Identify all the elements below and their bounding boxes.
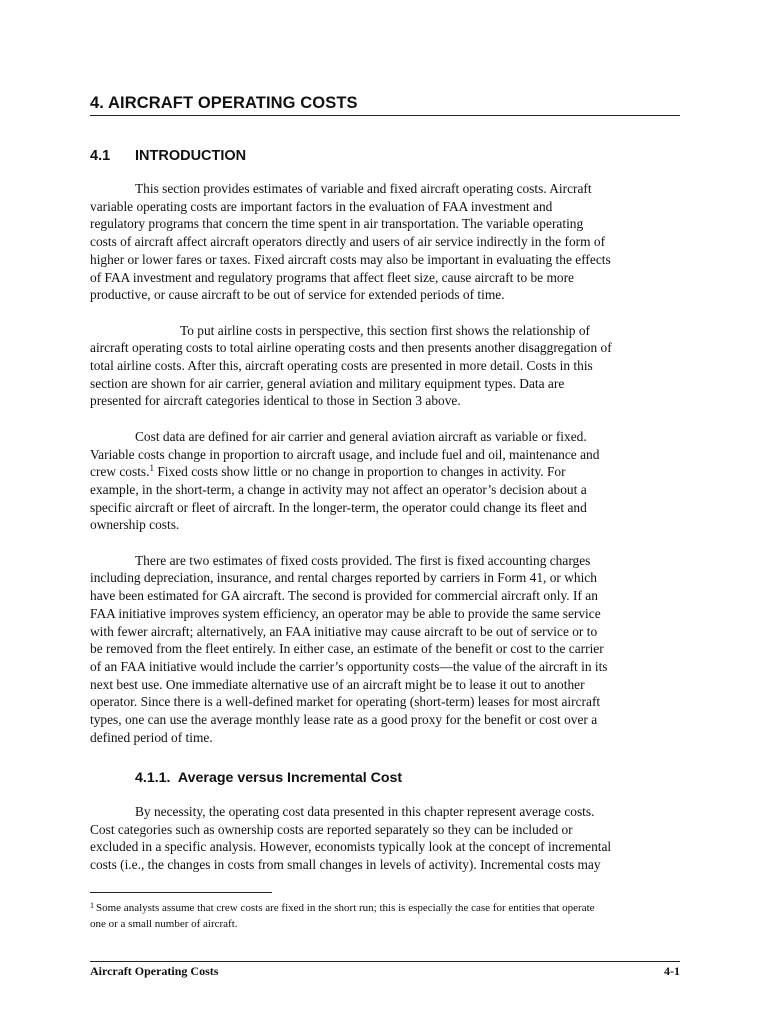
text-line: By necessity, the operating cost data presented in this chapter represent average costs. (135, 804, 595, 819)
page-number: 4-1 (664, 964, 680, 978)
text-line: defined period of time. (90, 729, 213, 745)
text-line: specific aircraft or fleet of aircraft. In the longer-term, the operator could change its fleet and (90, 499, 587, 515)
footer-title: Aircraft Operating Costs (90, 964, 219, 978)
introduction-body (90, 180, 680, 764)
text-line: have been estimated for GA aircraft. The second is provided for commercial aircraft only. If an (90, 588, 598, 604)
document-page (90, 0, 680, 1024)
text-line: variable operating costs are important factors in the evaluation of FAA investment and (90, 198, 553, 214)
text-line: Cost data are defined for air carrier and general aviation aircraft as variable or fixed. (135, 428, 587, 444)
footnote-marker: 1 (90, 901, 94, 910)
subsection-title: Average versus Incremental Cost (177, 770, 403, 786)
paragraph-2 (90, 322, 680, 411)
text-line: presented for aircraft categories identical to those in Section 3 above. (90, 393, 461, 409)
text-line: productive, or cause aircraft to be out of service for extended periods of time. (90, 287, 505, 303)
text-line: section are shown for air carrier, general aviation and military equipment types. Data are (90, 375, 565, 391)
section-heading (90, 146, 246, 166)
text-line: types, one can use the average monthly lease rate as a good proxy for the benefit or cost over a (90, 712, 598, 728)
text-line: of an FAA initiative would include the carrier’s opportunity costs—the value of the aircraft in its (90, 658, 608, 674)
text-line: including depreciation, insurance, and rental charges reported by carriers in Form 41, or which (90, 570, 597, 586)
text-segment: crew costs. (90, 464, 150, 480)
text-line: regulatory programs that concern the time spent in air transportation. The variable operating (90, 216, 584, 232)
paragraph-4 (90, 552, 680, 747)
text-line: This section provides estimates of variable and fixed aircraft operating costs. Aircraft (135, 181, 592, 196)
text-segment: Fixed costs show little or no change in proportion to changes in activity. For (157, 464, 566, 480)
text-line: costs (i.e., the changes in costs from small changes in levels of activity). Incremental costs may (90, 857, 601, 873)
text-line: excluded in a specific analysis. However, economists typically look at the concept of incremental (90, 839, 612, 855)
text-line: ownership costs. (90, 517, 180, 533)
footnote (90, 900, 680, 932)
text-line: FAA initiative improves system efficiency, an operator may be able to provide the same service (90, 605, 601, 621)
subsection-number: 4.1.1. (135, 770, 171, 786)
text-line: example, in the short-term, a change in activity may not affect an operator’s decision about a (90, 481, 587, 497)
paragraph-1 (90, 180, 680, 304)
text-line: higher or lower fares or taxes. Fixed aircraft costs may also be important in evaluating the effects (90, 251, 611, 267)
text-line: with fewer aircraft; alternatively, an FAA initiative may cause aircraft to be out of service or to (90, 623, 598, 639)
footnote-line: one or a small number of aircraft. (90, 918, 238, 930)
subsection-heading (135, 768, 402, 788)
text-line: To put airline costs in perspective, this section first shows the relationship of (180, 322, 591, 338)
footnote-line (90, 900, 680, 916)
subsection-body (90, 803, 680, 892)
section-number: 4.1 (90, 148, 111, 164)
text-line-with-footnote (90, 463, 680, 481)
text-line: of FAA investment and regulatory programs that affect fleet size, cause aircraft to be more (90, 269, 574, 285)
footnote-text: Some analysts assume that crew costs are fixed in the short run; this is especially the case for entities that operate (96, 902, 595, 914)
footer-separator (90, 961, 680, 962)
section-title: INTRODUCTION (135, 148, 247, 164)
text-line: next best use. One immediate alternative use of an aircraft might be to lease it out to another (90, 676, 585, 692)
footnote-reference[interactable]: 1 (149, 463, 154, 474)
text-line: operator. Since there is a well-defined market for operating (short-term) leases for most aircraft (90, 694, 601, 710)
chapter-title: 4. AIRCRAFT OPERATING COSTS (90, 92, 680, 116)
paragraph-5 (90, 803, 680, 874)
text-line: Cost categories such as ownership costs are reported separately so they can be included or (90, 821, 573, 837)
footnote-separator (90, 892, 272, 893)
text-line: aircraft operating costs to total airline operating costs and then presents another disaggregation of (90, 340, 612, 356)
text-line: Variable costs change in proportion to aircraft usage, and include fuel and oil, maintenance and (90, 446, 600, 462)
paragraph-3 (90, 428, 680, 534)
text-line: costs of aircraft affect aircraft operators directly and users of air service indirectly in the form of (90, 234, 606, 250)
text-line: be removed from the fleet entirely. In either case, an estimate of the benefit or cost to the carrier (90, 641, 604, 657)
text-line: total airline costs. After this, aircraft operating costs are presented in more detail. Costs in this (90, 358, 593, 374)
text-line: There are two estimates of fixed costs provided. The first is fixed accounting charges (135, 552, 591, 568)
